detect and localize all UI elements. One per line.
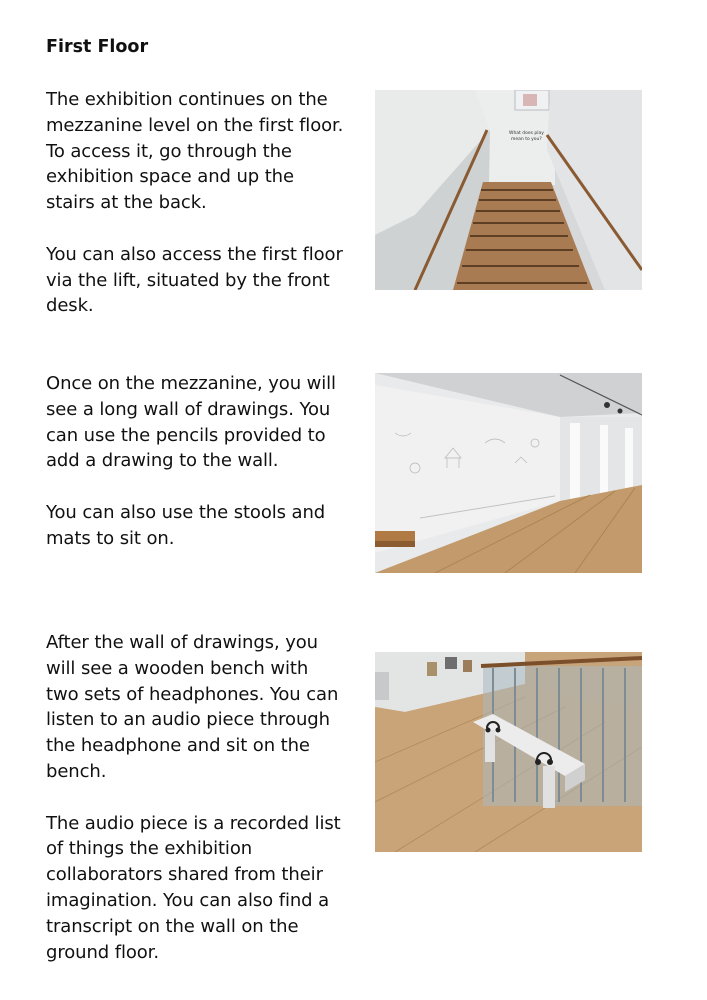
section-1-text: [46, 87, 346, 319]
section-3-paragraph-1: After the wall of drawings, you will see a wooden bench with two sets of headphones. You can listen to an audio piece through the headphone and sit on the bench.: [46, 632, 339, 782]
section-1-paragraph-2: You can also access the first floor via the lift, situated by the front desk.: [46, 243, 343, 317]
section-2-paragraph-2: You can also use the stools and mats to sit on.: [46, 501, 326, 549]
staircase-photo: [375, 90, 642, 290]
section-1-paragraph-1: The exhibition continues on the mezzanine level on the first floor. To access it, go through the exhibition space and up the stairs at the back.: [46, 89, 344, 214]
section-2-paragraph-1: Once on the mezzanine, you will see a long wall of drawings. You can use the pencils provided to add a drawing to the wall.: [46, 373, 336, 472]
section-3-paragraph-2: The audio piece is a recorded list of things the exhibition collaborators shared from their imagination. You can also find a transcript on the wall on the ground floor.: [46, 812, 341, 963]
section-2-text: [46, 371, 346, 552]
drawing-wall-photo: [375, 373, 642, 573]
section-3-text: [46, 630, 346, 965]
wall-sign-line-1: What does play: [509, 131, 544, 136]
bench-headphones-photo: [375, 652, 642, 852]
page-title: First Floor: [46, 37, 149, 57]
wall-sign-line-2: mean to you?: [511, 137, 542, 142]
